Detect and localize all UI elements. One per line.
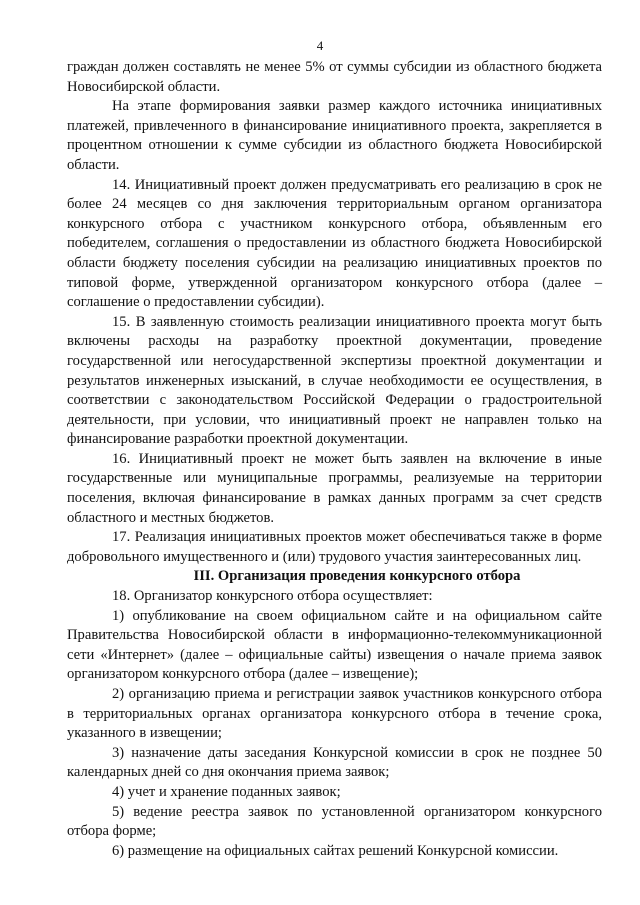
paragraph-15: 15. В заявленную стоимость реализации инициативного проекта могут быть включены расходы на разработку проектной документации, проведение государственной или негосударственной экспертизы проектной документации и результатов инженерных изысканий, в случае необходимости ее осуществления, в соответствии с законодательством Российской Федерации о градостроительной деятельности, при условии, что инициативный проект не направлен только на финансирование разработки проектной документации. (67, 313, 602, 448)
paragraph-payment-sources: На этапе формирования заявки размер каждого источника инициативных платежей, привлеченного в финансирование инициативного проекта, закрепляется в процентном отношении к сумме субсидии из областного бюджета Новосибирской области. (67, 98, 602, 173)
list-item-2: 2) организацию приема и регистрации заявок участников конкурсного отбора в территориальных органах организатора конкурсного отбора в течение срока, указанного в извещении; (67, 686, 602, 742)
paragraph-continuation: граждан должен составлять не менее 5% от суммы субсидии из областного бюджета Новосибирской области. (67, 59, 602, 95)
paragraph-16: 16. Инициативный проект не может быть заявлен на включение в иные государственные или муниципальные программы, реализуемые на территории поселения, включая финансирование в рамках данных программ за счет средств областного и местных бюджетов. (67, 450, 602, 526)
list-item-5: 5) ведение реестра заявок по установленной организатором конкурсного отбора форме; (67, 803, 602, 840)
paragraph-17: 17. Реализация инициативных проектов может обеспечиваться также в форме добровольного имущественного и (или) трудового участия заинтересованных лиц. (67, 529, 602, 565)
page-number: 4 (316, 38, 324, 53)
list-item-3: 3) назначение даты заседания Конкурсной комиссии в срок не позднее 50 календарных дней со дня окончания приема заявок; (67, 744, 602, 781)
list-item-4: 4) учет и хранение поданных заявок; (112, 783, 341, 800)
document-body (67, 58, 602, 861)
section-heading: III. Организация проведения конкурсного отбора (193, 568, 521, 585)
paragraph-18: 18. Организатор конкурсного отбора осуществляет: (112, 588, 433, 605)
list-item-6: 6) размещение на официальных сайтах решений Конкурсной комиссии. (112, 842, 559, 859)
list-item-1: 1) опубликование на своем официальном сайте и на официальном сайте Правительства Новосибирской области в информационно-телекоммуникационной сети «Интернет» (далее – официальные сайты) извещения о начале приема заявок организатором конкурсного отбора (далее – извещение); (67, 607, 602, 683)
paragraph-14: 14. Инициативный проект должен предусматривать его реализацию в срок не более 24 месяцев со дня заключения территориальным органом организатора конкурсного отбора с участником конкурсного отбора, объявленным его победителем, соглашения о предоставлении из областного бюджета Новосибирской области бюджету поселения субсидии на реализацию инициативных проектов по типовой форме, утвержденной организатором конкурсного отбора (далее – соглашение о предоставлении субсидии). (67, 176, 602, 311)
